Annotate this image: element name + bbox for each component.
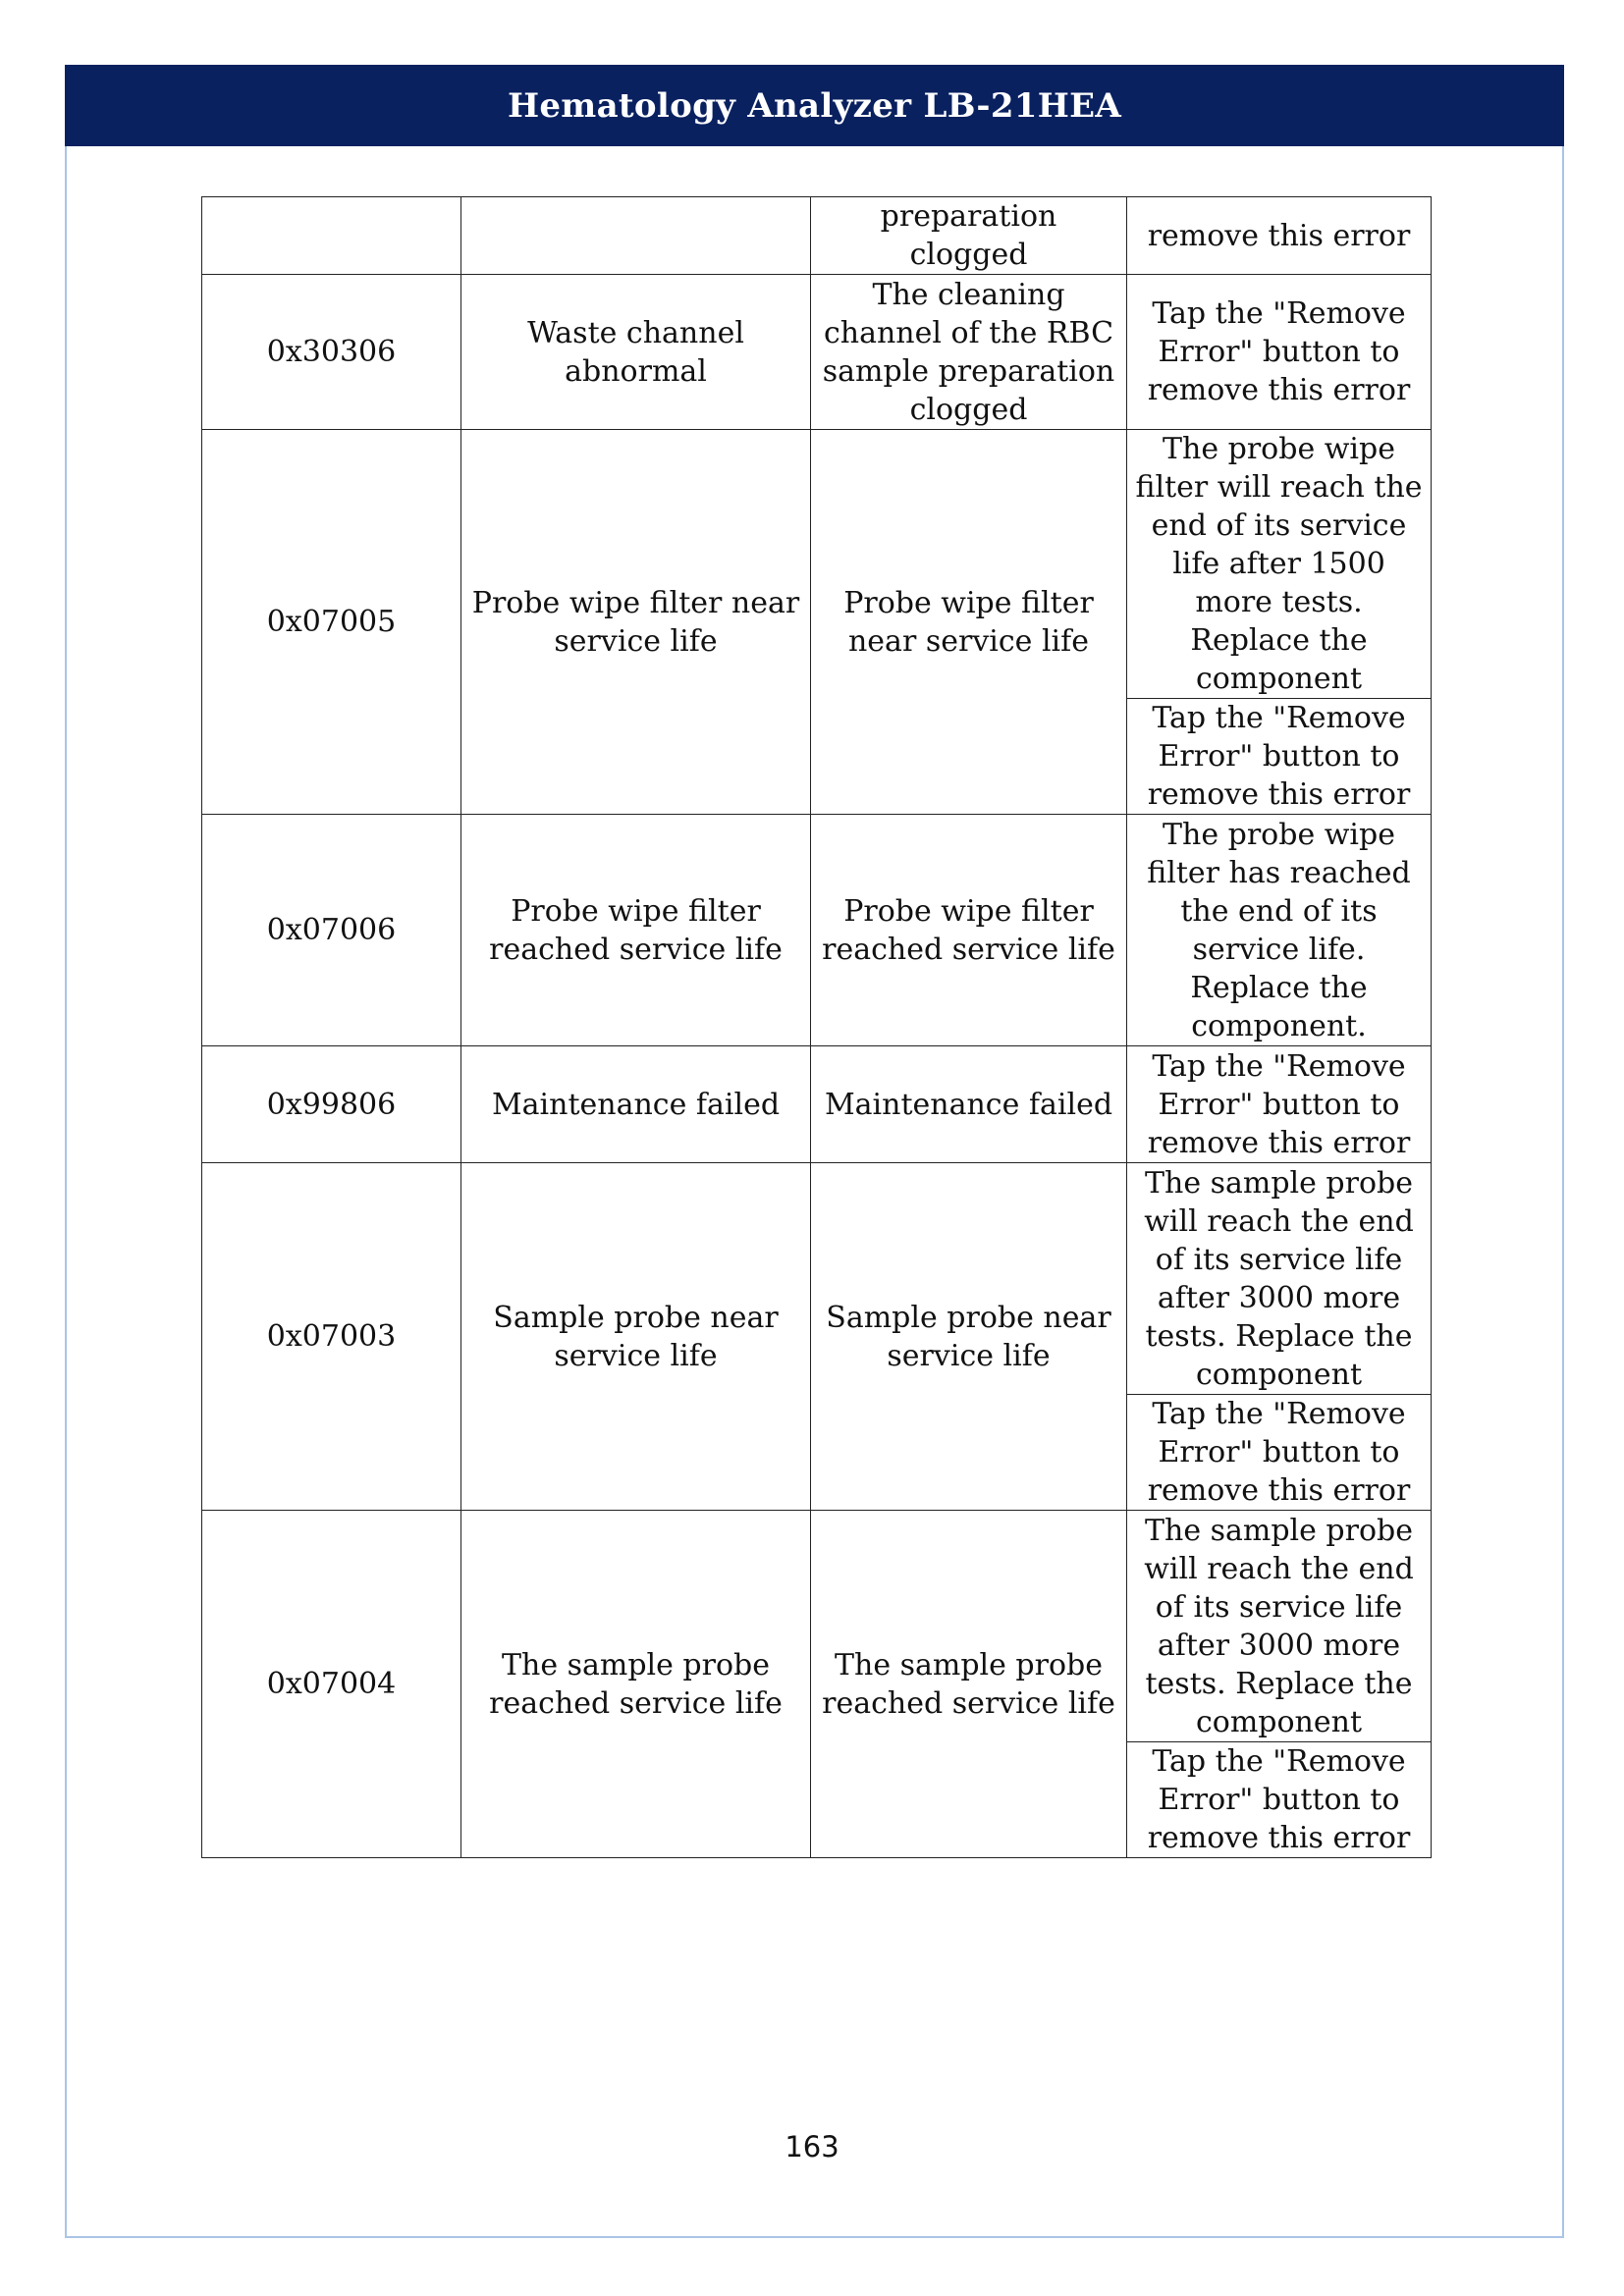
- error-cause-cell: Probe wipe filter reached service life: [811, 815, 1127, 1046]
- error-cause-cell: preparation clogged: [811, 197, 1127, 275]
- table-row: [202, 1046, 1432, 1163]
- error-code-cell: 0x07003: [202, 1163, 461, 1511]
- error-action-cell: Tap the "Remove Error" button to remove this error: [1127, 1046, 1432, 1163]
- error-cause-cell: Probe wipe filter near service life: [811, 430, 1127, 815]
- error-name-cell: Waste channel abnormal: [461, 275, 811, 430]
- table-row: [202, 197, 1432, 275]
- error-cause-cell: The cleaning channel of the RBC sample preparation clogged: [811, 275, 1127, 430]
- error-action-cell: remove this error: [1127, 197, 1432, 275]
- error-cause-cell: Maintenance failed: [811, 1046, 1127, 1163]
- document-title: Hematology Analyzer LB-21HEA: [507, 85, 1122, 126]
- page-number: 163: [785, 2130, 839, 2163]
- error-action-cell: The probe wipe filter will reach the end of its service life after 1500 more tests. Replace the component: [1127, 430, 1432, 699]
- error-code-cell: 0x07006: [202, 815, 461, 1046]
- table-row: [202, 1511, 1432, 1742]
- error-action-cell: Tap the "Remove Error" button to remove this error: [1127, 1742, 1432, 1858]
- table-row: [202, 815, 1432, 1046]
- table-row: [202, 1163, 1432, 1395]
- error-name-cell: Sample probe near service life: [461, 1163, 811, 1511]
- table-row: [202, 275, 1432, 430]
- error-code-cell: 0x99806: [202, 1046, 461, 1163]
- error-action-cell: Tap the "Remove Error" button to remove this error: [1127, 275, 1432, 430]
- error-action-cell: Tap the "Remove Error" button to remove this error: [1127, 1395, 1432, 1511]
- error-name-cell: Probe wipe filter near service life: [461, 430, 811, 815]
- error-code-cell: 0x07005: [202, 430, 461, 815]
- error-code-cell: 0x30306: [202, 275, 461, 430]
- error-action-cell: The probe wipe filter has reached the end of its service life. Replace the component.: [1127, 815, 1432, 1046]
- error-action-cell: The sample probe will reach the end of its service life after 3000 more tests. Replace the component: [1127, 1163, 1432, 1395]
- error-cause-cell: Sample probe near service life: [811, 1163, 1127, 1511]
- error-name-cell: The sample probe reached service life: [461, 1511, 811, 1858]
- table-row: [202, 430, 1432, 699]
- error-action-cell: The sample probe will reach the end of its service life after 3000 more tests. Replace the component: [1127, 1511, 1432, 1742]
- document-header: [65, 65, 1564, 146]
- error-code-cell: [202, 197, 461, 275]
- error-action-cell: Tap the "Remove Error" button to remove this error: [1127, 699, 1432, 815]
- error-name-cell: Maintenance failed: [461, 1046, 811, 1163]
- error-cause-cell: The sample probe reached service life: [811, 1511, 1127, 1858]
- error-code-table: [201, 196, 1432, 1858]
- error-name-cell: [461, 197, 811, 275]
- error-code-cell: 0x07004: [202, 1511, 461, 1858]
- error-name-cell: Probe wipe filter reached service life: [461, 815, 811, 1046]
